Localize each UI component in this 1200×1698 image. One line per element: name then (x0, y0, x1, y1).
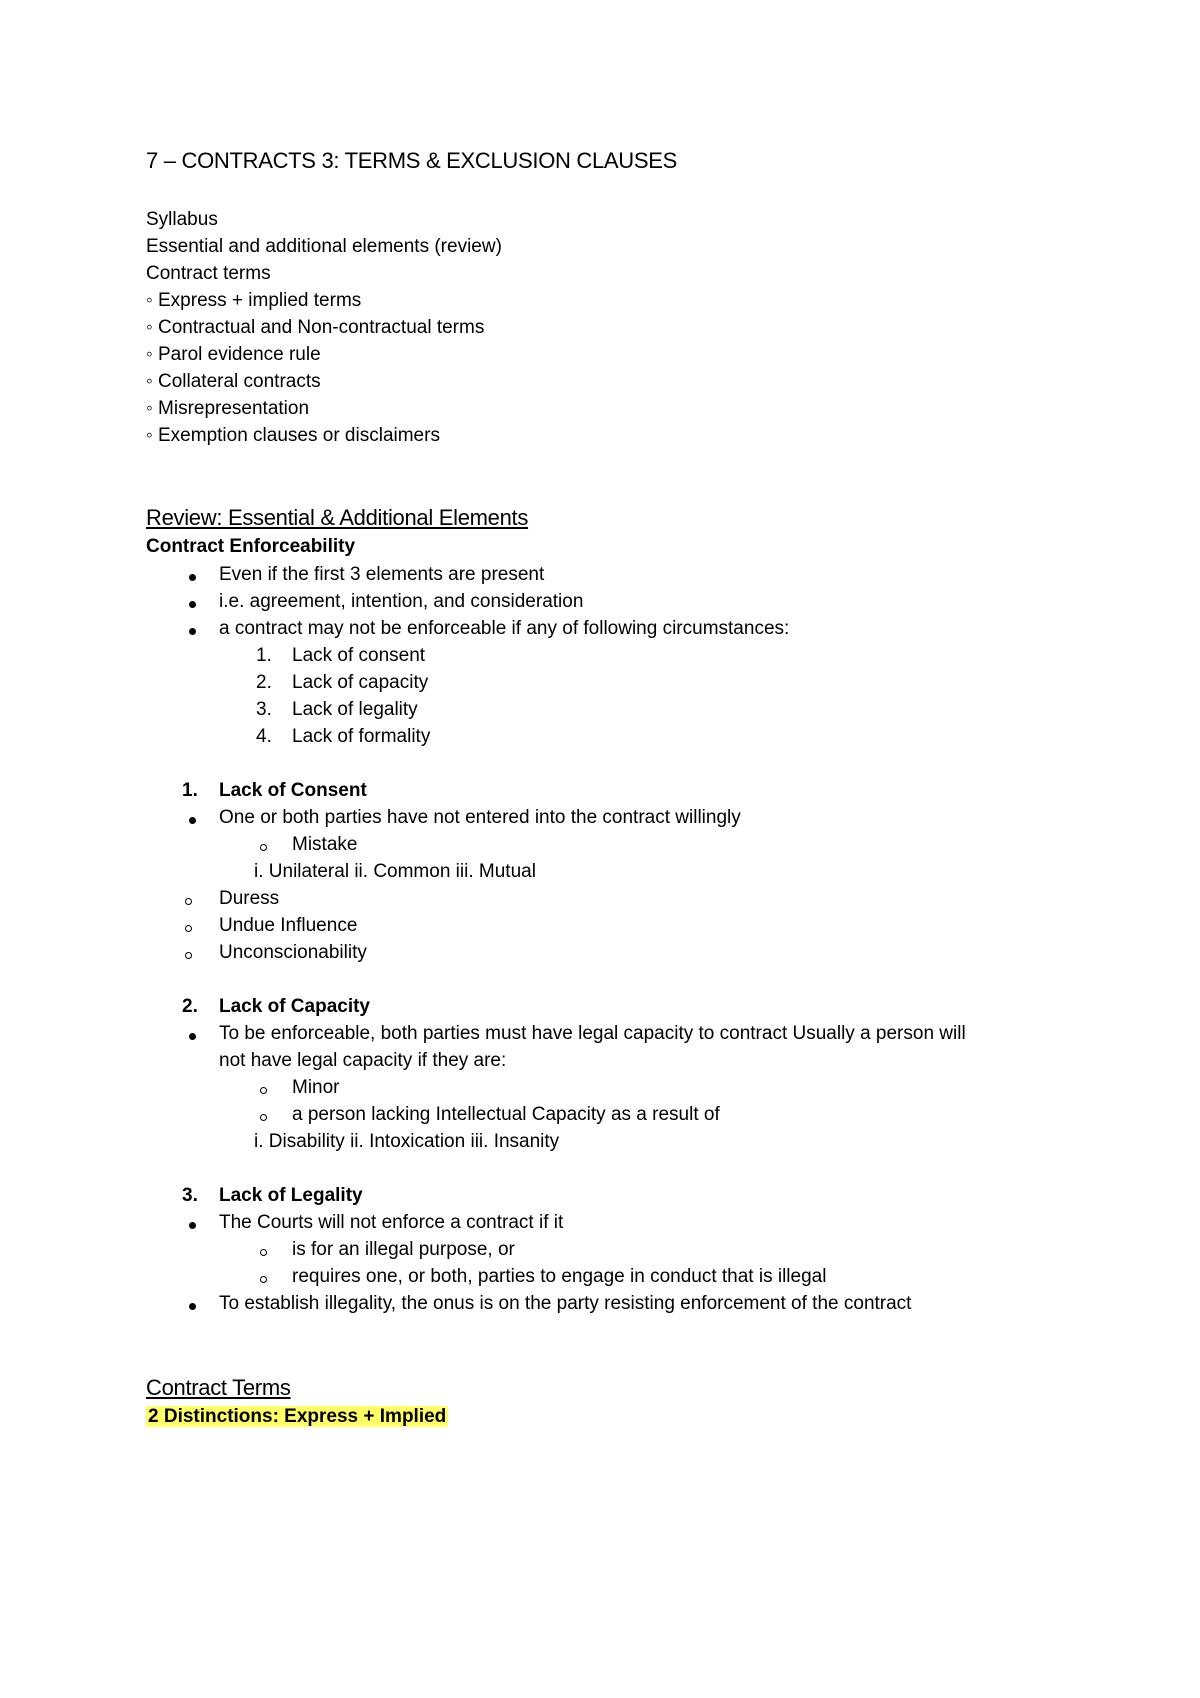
consent-other: Unconscionability (219, 942, 367, 963)
list-item: Lack of formality (292, 726, 431, 747)
consent-heading: Lack of Consent (219, 780, 367, 801)
bullet-dot-icon (189, 1222, 196, 1229)
list-number: 1. (256, 645, 272, 666)
consent-other: Duress (219, 888, 280, 909)
bullet-ring-icon (185, 898, 192, 905)
list-number: 2. (256, 672, 272, 693)
review-bullet: i.e. agreement, intention, and consideration (219, 591, 584, 612)
list-number: 3. (256, 699, 272, 720)
capacity-bullet: To be enforceable, both parties must have legal capacity to contract Usually a person will (219, 1023, 966, 1044)
bullet-dot-icon (189, 817, 196, 824)
terms-distinction (146, 1404, 448, 1430)
syllabus-item: ◦ Collateral contracts (146, 371, 321, 392)
consent-sub-detail: i. Unilateral ii. Common iii. Mutual (254, 861, 536, 882)
review-bullet: a contract may not be enforceable if any of following circumstances: (219, 618, 790, 639)
section-number: 3. (182, 1185, 198, 1206)
review-subheading: Contract Enforceability (146, 536, 356, 557)
bullet-ring-icon (185, 925, 192, 932)
bullet-dot-icon (189, 1303, 196, 1310)
consent-sub: Mistake (292, 834, 358, 855)
terms-heading: Contract Terms (146, 1375, 291, 1400)
syllabus-item: ◦ Parol evidence rule (146, 344, 321, 365)
bullet-ring-icon (185, 952, 192, 959)
legality-sub: requires one, or both, parties to engage in conduct that is illegal (292, 1266, 827, 1287)
syllabus-item: ◦ Exemption clauses or disclaimers (146, 425, 440, 446)
bullet-ring-icon (260, 844, 267, 851)
highlighted-text: 2 Distinctions: Express + Implied (148, 1406, 447, 1427)
consent-other: Undue Influence (219, 915, 358, 936)
section-number: 1. (182, 780, 198, 801)
bullet-ring-icon (260, 1249, 267, 1256)
legality-bullet: The Courts will not enforce a contract if it (219, 1212, 564, 1233)
legality-heading: Lack of Legality (219, 1185, 363, 1206)
syllabus-item: ◦ Misrepresentation (146, 398, 310, 419)
bullet-dot-icon (189, 574, 196, 581)
bullet-ring-icon (260, 1276, 267, 1283)
syllabus-item: Contract terms (146, 263, 271, 284)
bullet-ring-icon (260, 1087, 267, 1094)
review-bullet: Even if the first 3 elements are present (219, 564, 545, 585)
capacity-sub: Minor (292, 1077, 340, 1098)
list-item: Lack of consent (292, 645, 426, 666)
document-title: 7 – CONTRACTS 3: TERMS & EXCLUSION CLAUSES (146, 148, 678, 173)
bullet-dot-icon (189, 1033, 196, 1040)
review-heading: Review: Essential & Additional Elements (146, 505, 529, 530)
list-number: 4. (256, 726, 272, 747)
list-item: Lack of legality (292, 699, 418, 720)
capacity-sub: a person lacking Intellectual Capacity as a result of (292, 1104, 720, 1125)
bullet-dot-icon (189, 628, 196, 635)
legality-bullet: To establish illegality, the onus is on the party resisting enforcement of the contract (219, 1293, 912, 1314)
syllabus-heading: Syllabus (146, 209, 218, 230)
list-item: Lack of capacity (292, 672, 429, 693)
capacity-sub-detail: i. Disability ii. Intoxication iii. Insanity (254, 1131, 560, 1152)
capacity-heading: Lack of Capacity (219, 996, 370, 1017)
syllabus-item: ◦ Express + implied terms (146, 290, 362, 311)
capacity-bullet-cont: not have legal capacity if they are: (219, 1050, 507, 1071)
bullet-dot-icon (189, 601, 196, 608)
bullet-ring-icon (260, 1114, 267, 1121)
consent-bullet: One or both parties have not entered into the contract willingly (219, 807, 741, 828)
syllabus-item: ◦ Contractual and Non-contractual terms (146, 317, 485, 338)
section-number: 2. (182, 996, 198, 1017)
syllabus-item: Essential and additional elements (review) (146, 236, 502, 257)
legality-sub: is for an illegal purpose, or (292, 1239, 515, 1260)
